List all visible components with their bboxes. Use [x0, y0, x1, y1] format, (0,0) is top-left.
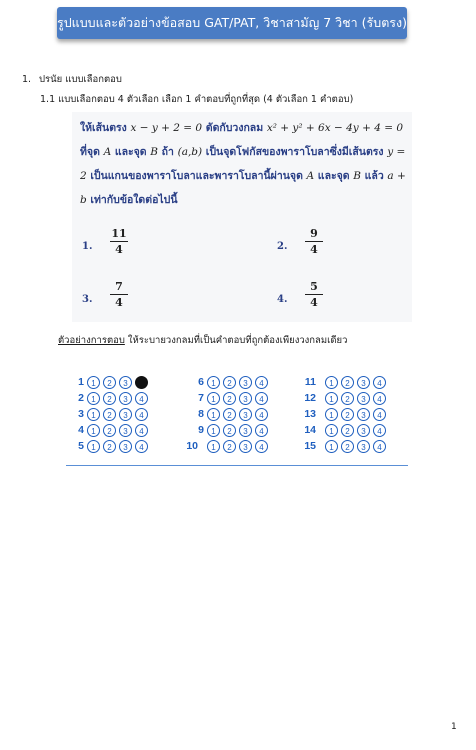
answer-row-number: 14	[304, 424, 316, 436]
q-math-part: B	[353, 170, 361, 182]
choice-fraction	[110, 280, 128, 309]
answer-bubble-3[interactable]: 3	[357, 440, 370, 453]
answer-bubble-1[interactable]: 1	[325, 440, 338, 453]
answer-bubble-3[interactable]: 3	[239, 424, 252, 437]
answer-bubble-2[interactable]: 2	[223, 440, 236, 453]
subsection-heading: 1.1 แบบเลือกตอบ 4 ตัวเลือก เลือก 1 คำตอบที่ถูกที่สุด (4 ตัวเลือก 1 คำตอบ)	[40, 94, 354, 105]
answer-bubble-1[interactable]: 1	[207, 440, 220, 453]
answer-row-number: 5	[78, 440, 84, 452]
answer-bubble-2[interactable]: 2	[223, 424, 236, 437]
answer-bubble-3[interactable]: 3	[357, 376, 370, 389]
answer-bubble-4[interactable]: 4	[135, 408, 148, 421]
answer-bubble-4[interactable]	[135, 376, 148, 389]
answer-bubble-4[interactable]: 4	[135, 392, 148, 405]
section-heading	[22, 72, 122, 87]
answer-bubble-2[interactable]: 2	[341, 392, 354, 405]
answer-row-number: 13	[304, 408, 316, 420]
q-text-part: ให้เส้นตรง	[80, 122, 127, 134]
q-math-part: B	[150, 146, 159, 158]
section-title: ปรนัย แบบเลือกตอบ	[39, 74, 122, 85]
section-number: 1.	[22, 74, 32, 85]
choice-label: 4.	[277, 294, 288, 305]
answer-sheet-example	[70, 372, 406, 467]
answer-row-number: 6	[198, 376, 204, 388]
answer-bubble-1[interactable]: 1	[87, 392, 100, 405]
q-math-part: x − y + 2 = 0	[130, 122, 203, 134]
q-math-part: y = 2	[80, 146, 406, 182]
answer-bubble-4[interactable]: 4	[255, 408, 268, 421]
q-math-part: A	[103, 146, 112, 158]
q-math-part: (a,b)	[177, 146, 203, 158]
answer-bubble-4[interactable]: 4	[373, 408, 386, 421]
answer-bubble-3[interactable]: 3	[239, 408, 252, 421]
denominator: 4	[310, 296, 318, 309]
answer-bubble-3[interactable]: 3	[357, 408, 370, 421]
answer-bubble-3[interactable]: 3	[119, 392, 132, 405]
answer-bubble-4[interactable]: 4	[255, 392, 268, 405]
numerator: 11	[111, 227, 127, 240]
answer-bubble-1[interactable]: 1	[207, 408, 220, 421]
answer-bubble-2[interactable]: 2	[341, 440, 354, 453]
answer-bubble-3[interactable]: 3	[119, 408, 132, 421]
q-math-part: x² + y² + 6x − 4y + 4 = 0	[266, 122, 404, 134]
answer-bubble-3[interactable]: 3	[119, 376, 132, 389]
answer-bubble-1[interactable]: 1	[325, 376, 338, 389]
example-caption-underlined: ตัวอย่างการตอบ	[58, 335, 125, 346]
answer-bubble-4[interactable]: 4	[135, 424, 148, 437]
answer-bubble-1[interactable]: 1	[87, 440, 100, 453]
answer-bubble-2[interactable]: 2	[341, 376, 354, 389]
question-text	[80, 116, 406, 212]
answer-bubble-2[interactable]: 2	[103, 440, 116, 453]
answer-row-number: 4	[78, 424, 84, 436]
numerator: 5	[305, 280, 323, 295]
answer-bubble-2[interactable]: 2	[103, 408, 116, 421]
q-text-part: เท่ากับข้อใดต่อไปนี้	[90, 194, 178, 206]
q-math-part: a + b	[80, 170, 406, 206]
q-text-part: เป็นแกนของพาราโบลาและพาราโบลานี้ผ่านจุด	[90, 170, 303, 182]
denominator: 4	[310, 243, 318, 256]
answer-bubble-3[interactable]: 3	[239, 376, 252, 389]
q-text-part: ตัดกับวงกลม	[205, 122, 264, 134]
q-text-part: และจุด	[114, 146, 147, 158]
answer-bubble-1[interactable]: 1	[87, 376, 100, 389]
denominator: 4	[115, 243, 123, 256]
sample-question-figure	[72, 112, 412, 322]
answer-bubble-3[interactable]: 3	[357, 424, 370, 437]
q-text-part: ถ้า	[161, 146, 174, 158]
answer-bubble-3[interactable]: 3	[119, 424, 132, 437]
answer-bubble-3[interactable]: 3	[357, 392, 370, 405]
answer-row-number: 15	[304, 440, 316, 452]
answer-bubble-1[interactable]: 1	[207, 392, 220, 405]
answer-bubble-2[interactable]: 2	[223, 408, 236, 421]
answer-bubble-4[interactable]: 4	[135, 440, 148, 453]
answer-row-number: 10	[186, 440, 198, 452]
answer-bubble-3[interactable]: 3	[239, 440, 252, 453]
answer-row-number: 3	[78, 408, 84, 420]
answer-bubble-1[interactable]: 1	[325, 392, 338, 405]
answer-bubble-4[interactable]: 4	[255, 424, 268, 437]
answer-row-number: 11	[304, 376, 316, 388]
answer-bubble-4[interactable]: 4	[373, 376, 386, 389]
example-caption	[58, 333, 347, 348]
q-math-part: A	[306, 170, 315, 182]
header-title: รูปแบบและตัวอย่างข้อสอบ GAT/PAT, วิชาสามัญ 7 วิชา (รับตรง)	[57, 15, 407, 30]
example-caption-text: ให้ระบายวงกลมที่เป็นคำตอบที่ถูกต้องเพียงวงกลมเดียว	[124, 335, 348, 346]
answer-bubble-2[interactable]: 2	[223, 376, 236, 389]
denominator: 4	[115, 296, 123, 309]
answer-bubble-4[interactable]: 4	[373, 392, 386, 405]
q-text-part: เป็นจุดโฟกัสของพาราโบลาซึ่งมีเส้นตรง	[205, 146, 384, 158]
choice-fraction	[305, 280, 323, 309]
answer-bubble-1[interactable]: 1	[87, 408, 100, 421]
q-text-part: ที่จุด	[80, 146, 100, 158]
answer-bubble-2[interactable]: 2	[223, 392, 236, 405]
answer-bubble-4[interactable]: 4	[373, 424, 386, 437]
answer-row-number: 7	[198, 392, 204, 404]
answer-bubble-2[interactable]: 2	[341, 424, 354, 437]
answer-row-number: 2	[78, 392, 84, 404]
answer-bubble-3[interactable]: 3	[119, 440, 132, 453]
answer-bubble-2[interactable]: 2	[103, 424, 116, 437]
answer-sheet-rule	[66, 465, 408, 466]
answer-bubble-1[interactable]: 1	[207, 424, 220, 437]
answer-row-number: 8	[198, 408, 204, 420]
answer-bubble-4[interactable]: 4	[255, 440, 268, 453]
numerator: 7	[110, 280, 128, 295]
page-number: 1	[451, 722, 457, 732]
answer-row-number: 9	[198, 424, 204, 436]
choice-label: 3.	[82, 294, 93, 305]
header-banner	[57, 7, 407, 39]
answer-bubble-1[interactable]: 1	[325, 408, 338, 421]
choice-fraction	[305, 227, 323, 256]
answer-bubble-2[interactable]: 2	[103, 376, 116, 389]
q-text-part: และจุด	[317, 170, 350, 182]
answer-row-number: 12	[304, 392, 316, 404]
choice-fraction	[110, 227, 128, 256]
answer-bubble-2[interactable]: 2	[103, 392, 116, 405]
choice-label: 1.	[82, 241, 93, 252]
answer-bubble-4[interactable]: 4	[255, 376, 268, 389]
answer-bubble-2[interactable]: 2	[341, 408, 354, 421]
answer-bubble-3[interactable]: 3	[239, 392, 252, 405]
answer-row-number: 1	[78, 376, 84, 388]
answer-bubble-1[interactable]: 1	[87, 424, 100, 437]
q-text-part: แล้ว	[364, 170, 384, 182]
answer-bubble-1[interactable]: 1	[207, 376, 220, 389]
numerator: 9	[305, 227, 323, 242]
answer-bubble-4[interactable]: 4	[373, 440, 386, 453]
choice-label: 2.	[277, 241, 288, 252]
answer-bubble-1[interactable]: 1	[325, 424, 338, 437]
